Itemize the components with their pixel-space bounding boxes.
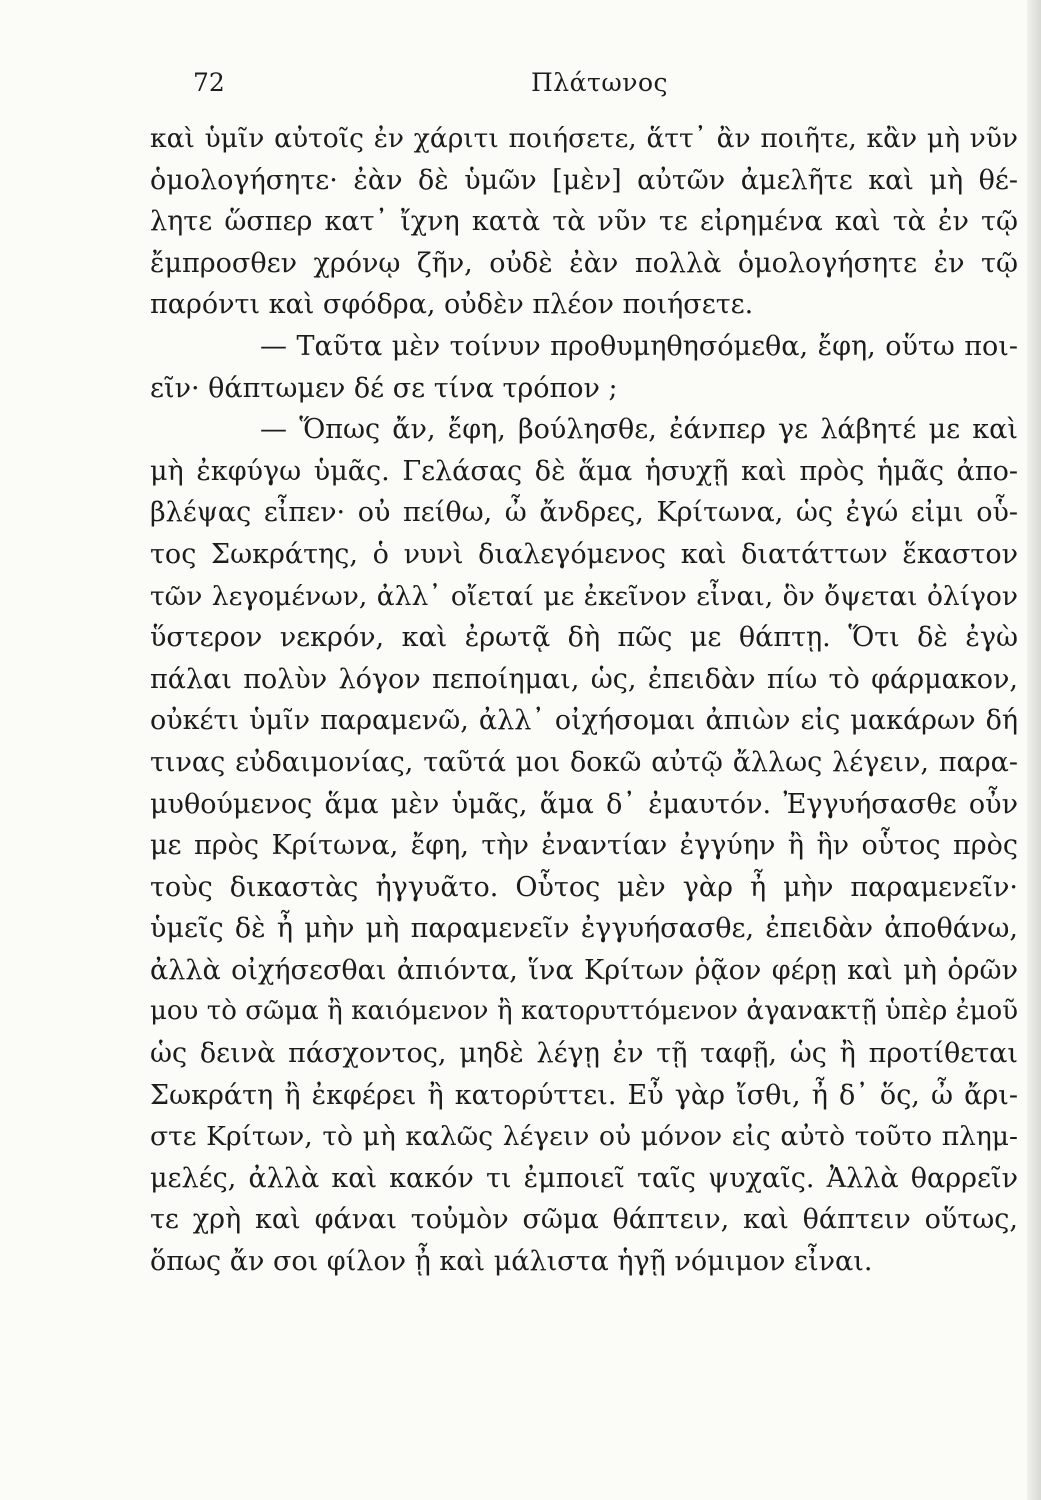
text-line: λητε ὥσπερ κατ᾿ ἴχνη κατὰ τὰ νῦν τε εἰρημένα καὶ τὰ ἐν τῷ [150, 206, 1018, 238]
page-number: 72 [193, 68, 225, 97]
text-line: οὐκέτι ὑμῖν παραμενῶ, ἀλλ᾿ οἰχήσομαι ἀπιὼν εἰς μακάρων δή [150, 705, 1018, 737]
text-line: μελές, ἀλλὰ καὶ κακόν τι ἐμποιεῖ ταῖς ψυχαῖς. Ἀλλὰ θαρρεῖν [150, 1162, 1018, 1194]
text-line: τῶν λεγομένων, ἀλλ᾿ οἴεταί με ἐκεῖνον εἶναι, ὃν ὄψεται ὀλίγον [150, 580, 1018, 612]
text-line: τε χρὴ καὶ φάναι τοὐμὸν σῶμα θάπτειν, καὶ θάπτειν οὕτως, [150, 1204, 1018, 1236]
text-line: ὑμεῖς δὲ ἦ μὴν μὴ παραμενεῖν ἐγγυήσασθε, ἐπειδὰν ἀποθάνω, [150, 913, 1018, 945]
text-line: καὶ ὑμῖν αὐτοῖς ἐν χάριτι ποιήσετε, ἅττ᾿ ἂν ποιῆτε, κἂν μὴ νῦν [150, 123, 1018, 154]
body-text [150, 118, 1018, 1283]
text-line: εῖν· θάπτωμεν δέ σε τίνα τρόπον ; [150, 372, 618, 404]
running-head: Πλάτωνος [531, 68, 668, 97]
text-line: μου τὸ σῶμα ἢ καιόμενον ἢ κατορυττόμενον ἀγανακτῇ ὑπὲρ ἐμοῦ [150, 996, 1018, 1027]
text-line: παρόντι καὶ σφόδρα, οὐδὲν πλέον ποιήσετε. [150, 289, 754, 321]
text-line: μὴ ἐκφύγω ὑμᾶς. Γελάσας δὲ ἅμα ἡσυχῇ καὶ πρὸς ἡμᾶς ἀπο- [150, 455, 1018, 487]
text-line: με πρὸς Κρίτωνα, ἔφη, τὴν ἐναντίαν ἐγγύην ἢ ἣν οὗτος πρὸς [150, 830, 1018, 862]
text-line: — Ὅπως ἄν, ἔφη, βούλησθε, ἐάνπερ γε λάβητέ με καὶ [260, 414, 1018, 446]
page-edge-shadow [1027, 0, 1041, 1500]
page-header [193, 68, 1023, 108]
text-line: Σωκράτη ἢ ἐκφέρει ἢ κατορύττει. Εὖ γὰρ ἴσθι, ἦ δ᾿ ὅς, ὦ ἄρι- [150, 1079, 1018, 1111]
text-line: στε Κρίτων, τὸ μὴ καλῶς λέγειν οὐ μόνον εἰς αὐτὸ τοῦτο πλημ- [150, 1121, 1018, 1153]
text-line: ὡς δεινὰ πάσχοντος, μηδὲ λέγῃ ἐν τῇ ταφῇ, ὡς ἢ προτίθεται [150, 1038, 1018, 1070]
text-line: ὁμολογήσητε· ἐὰν δὲ ὑμῶν [μὲν] αὐτῶν ἀμελῆτε καὶ μὴ θέ- [150, 164, 1018, 196]
text-line: ἀλλὰ οἰχήσεσθαι ἀπιόντα, ἵνα Κρίτων ῥᾷον φέρῃ καὶ μὴ ὁρῶν [150, 954, 1018, 986]
text-line: πάλαι πολὺν λόγον πεποίημαι, ὡς, ἐπειδὰν πίω τὸ φάρμακον, [150, 663, 1018, 695]
text-line: βλέψας εἶπεν· οὐ πείθω, ὦ ἄνδρες, Κρίτωνα, ὡς ἐγώ εἰμι οὗ- [150, 497, 1018, 529]
text-line: ἔμπροσθεν χρόνῳ ζῆν, οὐδὲ ἐὰν πολλὰ ὁμολογήσητε ἐν τῷ [150, 247, 1018, 279]
text-line: τος Σωκράτης, ὁ νυνὶ διαλεγόμενος καὶ διατάττων ἕκαστον [150, 538, 1018, 570]
text-line: τινας εὐδαιμονίας, ταῦτά μοι δοκῶ αὐτῷ ἄλλως λέγειν, παρα- [150, 746, 1018, 778]
text-line: μυθούμενος ἅμα μὲν ὑμᾶς, ἅμα δ᾿ ἐμαυτόν. Ἐγγυήσασθε οὖν [150, 788, 1018, 820]
text-line: ὅπως ἄν σοι φίλον ᾖ καὶ μάλιστα ἡγῇ νόμιμον εἶναι. [150, 1246, 873, 1278]
text-line: τοὺς δικαστὰς ἠγγυᾶτο. Οὗτος μὲν γὰρ ἦ μὴν παραμενεῖν· [150, 871, 1018, 903]
text-line: ὕστερον νεκρόν, καὶ ἐρωτᾷ δὴ πῶς με θάπτῃ. Ὅτι δὲ ἐγὼ [150, 622, 1018, 654]
text-line: — Ταῦτα μὲν τοίνυν προθυμηθησόμεθα, ἔφη, οὕτω ποι- [260, 330, 1018, 362]
